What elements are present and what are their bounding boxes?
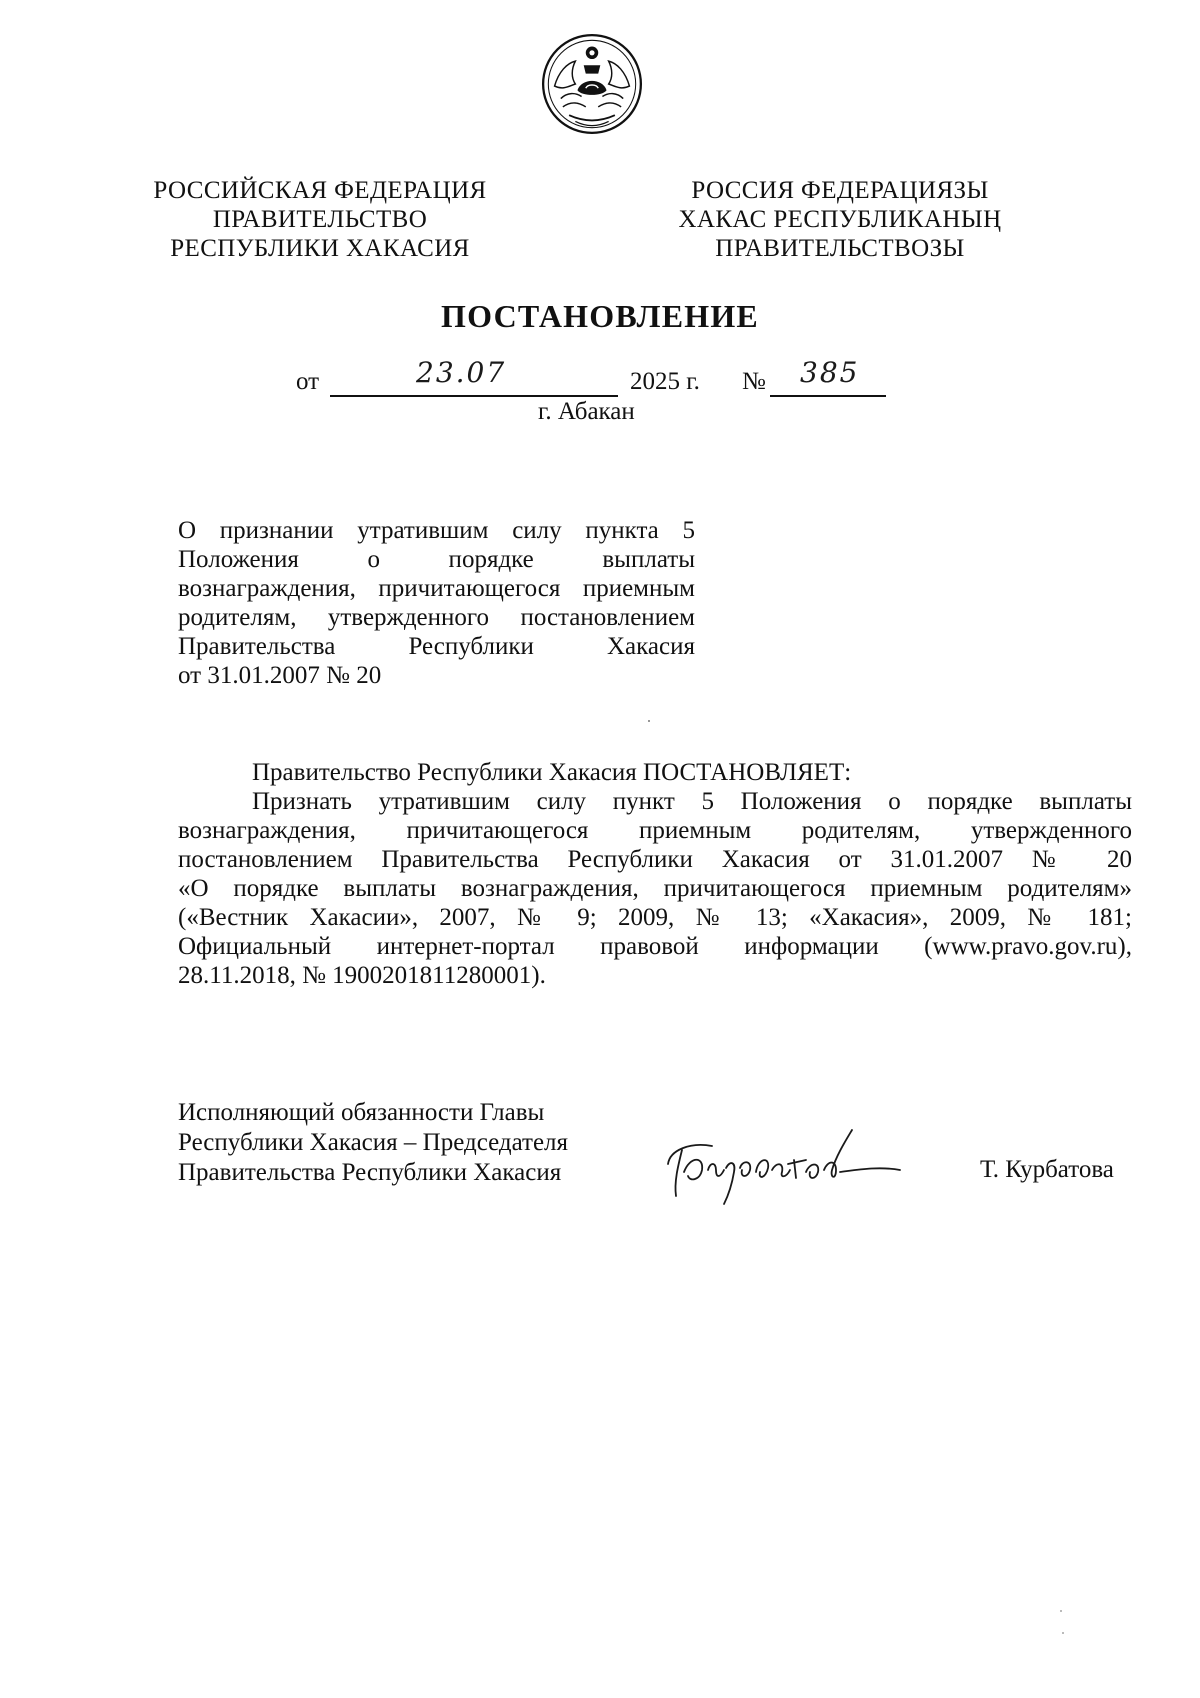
document-body: [178, 758, 1132, 990]
date-underline: [330, 395, 618, 397]
subject-line: родителям, утвержденного постановлением: [178, 604, 695, 631]
subject-line: О признании утратившим силу пункта 5: [178, 517, 695, 544]
signatory-title-line: Исполняющий обязанности Главы: [178, 1099, 545, 1126]
scan-speck: [648, 720, 650, 722]
header-line: ПРАВИТЕЛЬСТВО: [212, 206, 428, 233]
document-subject: [178, 516, 695, 690]
body-line: Официальный интернет-портал правовой информации (www.pravo.gov.ru),: [178, 933, 1132, 960]
subject-line: Правительства Республики Хакасия: [178, 633, 695, 660]
signatory-title-line: Республики Хакасия – Председателя: [178, 1129, 569, 1156]
body-line: постановлением Правительства Республики Хакасия от 31.01.2007 № 20: [178, 846, 1132, 873]
body-line: 28.11.2018, № 1900201811280001).: [178, 962, 546, 989]
subject-line: вознаграждения, причитающегося приемным: [178, 575, 695, 602]
header-line: РЕСПУБЛИКИ ХАКАСИЯ: [170, 235, 470, 262]
header-line: ХАКАС РЕСПУБЛИКАНЫҢ: [678, 206, 1002, 233]
signatory-title: [178, 1098, 568, 1188]
body-line: вознаграждения, причитающегося приемным родителям, утвержденного: [178, 817, 1132, 844]
number-prefix: №: [742, 368, 766, 395]
signatory-name: Т. Курбатова: [980, 1156, 1114, 1183]
coat-of-arms-emblem: [540, 32, 644, 136]
header-line: ПРАВИТЕЛЬСТВОЗЫ: [715, 235, 965, 262]
handwritten-signature: [660, 1120, 920, 1210]
subject-line: от 31.01.2007 № 20: [178, 662, 382, 689]
handwritten-date: 23.07: [416, 356, 507, 389]
body-preamble: Правительство Республики Хакасия ПОСТАНОВЛЯЕТ:: [252, 759, 852, 786]
header-line: РОССИЯ ФЕДЕРАЦИЯЗЫ: [691, 177, 989, 204]
signatory-title-line: Правительства Республики Хакасия: [178, 1159, 562, 1186]
date-number-line: [0, 356, 1200, 396]
document-year: 2025 г.: [630, 368, 700, 395]
body-line: «О порядке выплаты вознаграждения, причитающегося приемным родителям»: [178, 875, 1132, 902]
header-khakas: [672, 176, 1008, 263]
subject-line: Положения о порядке выплаты: [178, 546, 695, 573]
header-russian: [140, 176, 500, 263]
number-underline: [770, 395, 886, 397]
scan-speck: [1060, 1610, 1062, 1612]
handwritten-number: 385: [800, 356, 860, 389]
document-city: г. Абакан: [538, 398, 635, 425]
document-type-title: ПОСТАНОВЛЕНИЕ: [441, 298, 759, 334]
header-line: РОССИЙСКАЯ ФЕДЕРАЦИЯ: [153, 177, 487, 204]
body-line: Признать утратившим силу пункт 5 Положения о порядке выплаты: [252, 788, 1132, 815]
scan-speck: [1062, 1632, 1064, 1634]
date-prefix: от: [296, 368, 320, 395]
body-line: («Вестник Хакасии», 2007, № 9; 2009, № 13; «Хакасия», 2009, № 181;: [178, 904, 1132, 931]
